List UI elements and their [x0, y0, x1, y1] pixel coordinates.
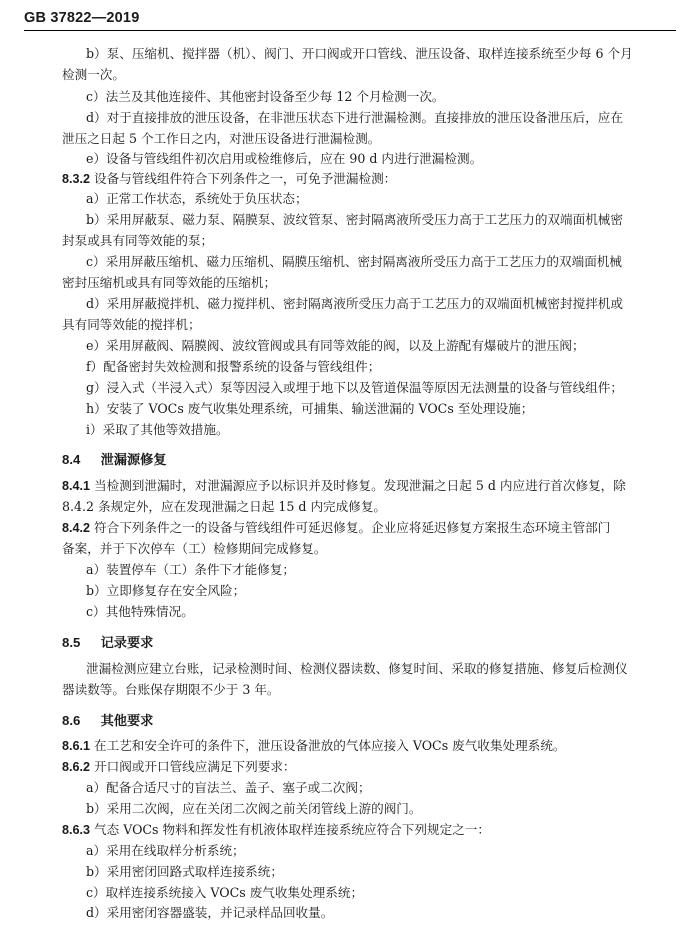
clause-8-6-2: [62, 759, 296, 775]
text-line: h）安装了 VOCs 废气收集处理系统，可捕集、输送泄漏的 VOCs 至处理设施；: [86, 401, 534, 416]
clause-text: 设备与管线组件符合下列条件之一，可免予泄漏检测：: [94, 171, 397, 186]
section-8-4-heading: [62, 452, 167, 469]
text-line: 泄漏检测应建立台账，记录检测时间、检测仪器读数、修复时间、采取的修复措施、修复后检测仪: [86, 661, 628, 676]
text-line: 检测一次。: [62, 67, 125, 82]
section-number: 8.6: [62, 713, 81, 728]
section-title: 记录要求: [100, 636, 154, 651]
section-title: 其他要求: [100, 714, 154, 729]
clause-8-3-2: [62, 171, 396, 187]
text-line: 密封压缩机或具有同等效能的压缩机；: [62, 275, 277, 290]
section-number: 8.5: [62, 635, 81, 650]
clause-8-6-3: [62, 822, 490, 838]
text-line: g）浸入式（半浸入式）泵等因浸入或埋于地下以及管道保温等原因无法测量的设备与管线组件；: [86, 380, 623, 395]
text-line: b）采用屏蔽泵、磁力泵、隔膜泵、波纹管泵、密封隔离液所受压力高于工艺压力的双端面机械密: [86, 212, 623, 227]
text-line: 封泵或具有同等效能的泵；: [62, 233, 214, 248]
clause-text: 气态 VOCs 物料和挥发性有机液体取样连接系统应符合下列规定之一：: [94, 822, 490, 837]
text-line: f）配备密封失效检测和报警系统的设备与管线组件；: [86, 359, 381, 374]
clause-8-4-2: [62, 520, 610, 536]
text-line: i）采取了其他等效措施。: [86, 422, 229, 437]
text-line: 器读数等。台账保存期限不少于 3 年。: [62, 682, 280, 697]
text-line: d）采用屏蔽搅拌机、磁力搅拌机、密封隔离液所受压力高于工艺压力的双端面机械密封搅拌机或: [86, 296, 623, 311]
text-line: b）采用密闭回路式取样连接系统；: [86, 864, 283, 879]
text-line: c）取样连接系统接入 VOCs 废气收集处理系统；: [86, 885, 364, 900]
clause-8-6-1: [62, 738, 566, 754]
text-line: a）装置停车（工）条件下才能修复；: [86, 562, 296, 577]
clause-8-4-1: [62, 478, 626, 494]
text-line: 备案，并于下次停车（工）检修期间完成修复。: [62, 541, 327, 556]
text-line: 泄压之日起 5 个工作日之内，对泄压设备进行泄漏检测。: [62, 131, 381, 146]
text-line: b）立即修复存在安全风险；: [86, 583, 246, 598]
text-line: c）采用屏蔽压缩机、磁力压缩机、隔膜压缩机、密封隔离液所受压力高于工艺压力的双端面机械: [86, 254, 622, 269]
text-line: c）法兰及其他连接件、其他密封设备至少每 12 个月检测一次。: [86, 89, 445, 104]
text-line: a）正常工作状态，系统处于负压状态；: [86, 191, 308, 206]
text-line: e）设备与管线组件初次启用或检维修后，应在 90 d 内进行泄漏检测。: [86, 151, 483, 166]
clause-number: 8.4.2: [62, 521, 91, 535]
text-line: a）采用在线取样分析系统；: [86, 843, 245, 858]
text-line: a）配备合适尺寸的盲法兰、盖子、塞子或二次阀；: [86, 780, 371, 795]
clause-number: 8.4.1: [62, 479, 91, 493]
text-line: b）泵、压缩机、搅拌器（机）、阀门、开口阀或开口管线、泄压设备、取样连接系统至少每 6 个月: [86, 46, 633, 61]
text-line: d）对于直接排放的泄压设备，在非泄压状态下进行泄漏检测。直接排放的泄压设备泄压后，应在: [86, 110, 623, 125]
clause-number: 8.3.2: [62, 172, 91, 186]
text-line: 8.4.2 条规定外，应在发现泄漏之日起 15 d 内完成修复。: [62, 499, 387, 514]
clause-number: 8.6.3: [62, 823, 91, 837]
clause-number: 8.6.2: [62, 760, 91, 774]
clause-text: 在工艺和安全许可的条件下，泄压设备泄放的气体应接入 VOCs 废气收集处理系统。: [94, 738, 566, 753]
clause-text: 开口阀或开口管线应满足下列要求：: [94, 759, 296, 774]
standard-code: GB 37822—2019: [24, 10, 140, 26]
text-line: e）采用屏蔽阀、隔膜阀、波纹管阀或具有同等效能的阀，以及上游配有爆破片的泄压阀；: [86, 338, 585, 353]
clause-text: 符合下列条件之一的设备与管线组件可延迟修复。企业应将延迟修复方案报生态环境主管部门: [94, 520, 611, 535]
section-8-6-heading: [62, 713, 153, 730]
section-title: 泄漏源修复: [100, 453, 167, 468]
text-line: b）采用二次阀，应在关闭二次阀之前关闭管线上游的阀门。: [86, 801, 422, 816]
section-number: 8.4: [62, 452, 81, 467]
text-line: c）其他特殊情况。: [86, 604, 194, 619]
clause-text: 当检测到泄漏时，对泄漏源应予以标识并及时修复。发现泄漏之日起 5 d 内应进行首次修复，除: [94, 478, 626, 493]
clause-number: 8.6.1: [62, 739, 91, 753]
text-line: d）采用密闭容器盛装，并记录样品回收量。: [86, 905, 334, 920]
header-rule: [24, 30, 676, 31]
section-8-5-heading: [62, 635, 153, 652]
text-line: 具有同等效能的搅拌机；: [62, 317, 201, 332]
